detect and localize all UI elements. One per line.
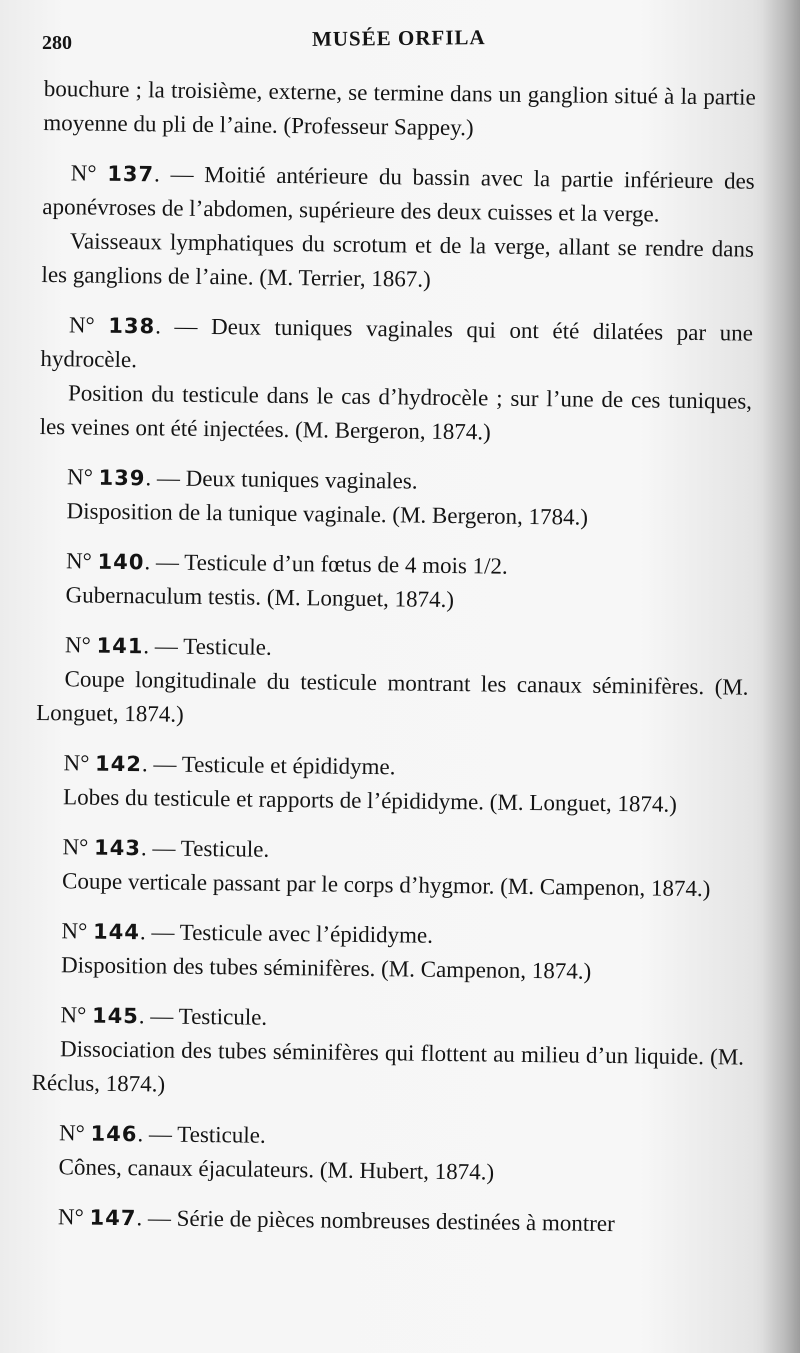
page-body	[30, 72, 756, 1243]
entry-description: Dissociation des tubes séminifères qui flottent au milieu d’un liquide. (M. Réclus, 1874.)	[31, 1036, 745, 1097]
entry-140: N° 140. — Testicule d’un fœtus de 4 mois 1/2.	[65, 548, 508, 579]
entry-number: 137	[107, 161, 155, 187]
page-number: 280	[42, 32, 72, 54]
entry-number: 144	[92, 919, 141, 945]
entry-description: Coupe longitudinale du testicule montrant les canaux séminifères. (M. Longuet, 1874.)	[36, 666, 749, 727]
entry-description: Vaisseaux lymphatiques du scrotum et de la verge, allant se rendre dans les ganglions de l’aine. (M. Terrier, 1867.)	[41, 228, 755, 292]
entry-137: N° 137. — Moitié antérieure du bassin avec la partie inférieure des aponévroses de l’abdomen, supérieure des deux cuisses et la verge.	[42, 160, 755, 227]
entry-description: Cônes, canaux éjaculateurs. (M. Hubert, 1874.)	[58, 1154, 495, 1185]
entry-description: Disposition de la tunique vaginale. (M. Bergeron, 1784.)	[66, 498, 589, 530]
entry-139: N° 139. — Deux tuniques vaginales.	[66, 464, 418, 494]
entry-144: N° 144. — Testicule avec l’épididyme.	[61, 918, 434, 948]
entry-146: N° 146. — Testicule.	[58, 1120, 266, 1148]
entry-number: 140	[97, 549, 145, 575]
page-edge-shadow	[762, 0, 800, 1353]
entry-number: 139	[98, 465, 146, 491]
entry-141: N° 141. — Testicule.	[64, 632, 272, 660]
entry-description: Lobes du testicule et rapports de l’épididyme. (M. Longuet, 1874.)	[62, 784, 678, 817]
entry-145: N° 145. — Testicule.	[60, 1002, 268, 1030]
entry-description: Gubernaculum testis. (M. Longuet, 1874.)	[65, 582, 455, 613]
entry-number: 147	[89, 1205, 137, 1231]
continuation-paragraph: bouchure ; la troisième, externe, se termine dans un ganglion situé à la partie moyenne du pli de l’aine. (Professeur Sappey.)	[43, 75, 756, 141]
entry-138: N° 138. — Deux tuniques vaginales qui ont été dilatées par une hydrocèle.	[40, 312, 754, 373]
entry-number: 146	[90, 1121, 138, 1147]
running-title: MUSÉE ORFILA	[311, 25, 486, 51]
entry-description: Coupe verticale passant par le corps d’hygmor. (M. Campenon, 1874.)	[61, 868, 711, 902]
entry-142: N° 142. — Testicule et épididyme.	[63, 750, 396, 780]
entry-number: 141	[96, 633, 144, 659]
entry-number: 142	[94, 751, 143, 777]
page-header	[42, 26, 762, 56]
entry-description: Disposition des tubes séminifères. (M. Campenon, 1874.)	[60, 952, 592, 984]
entry-description: Position du testicule dans le cas d’hydrocèle ; sur l’une de ces tuniques, les veines ont été injectées. (M. Bergeron, 1874.)	[39, 380, 753, 445]
entry-number: 138	[108, 313, 156, 339]
entry-number: 145	[91, 1003, 140, 1029]
entry-147: N° 147. — Série de pièces nombreuses destinées à montrer	[57, 1204, 615, 1237]
entry-number: 143	[93, 835, 142, 861]
entry-143: N° 143. — Testicule.	[62, 834, 270, 862]
